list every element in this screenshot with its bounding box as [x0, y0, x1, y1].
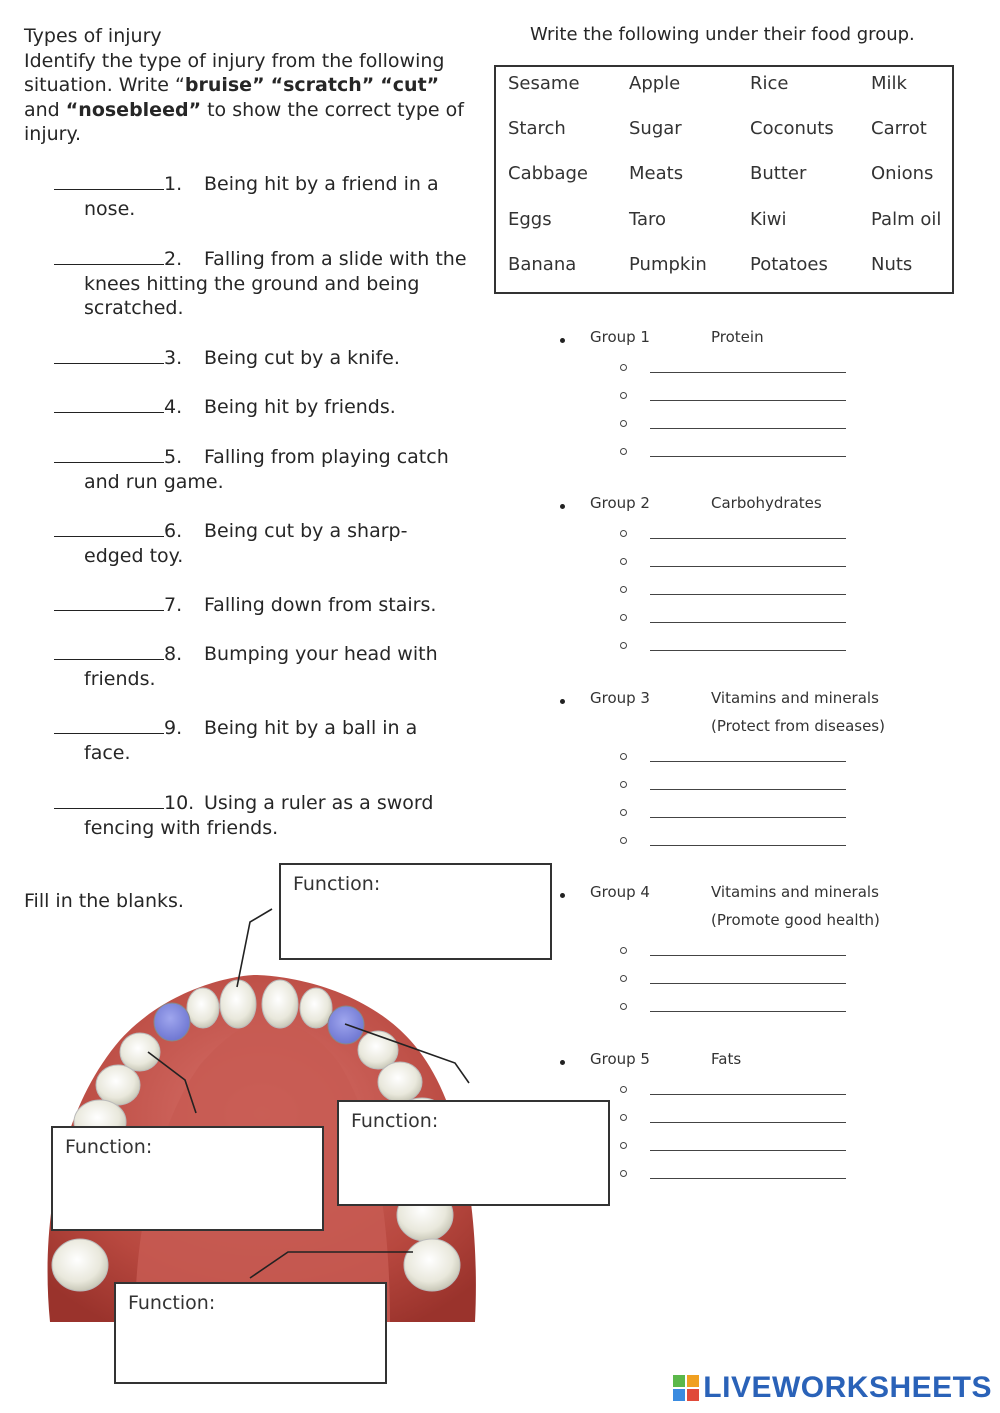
food-word[interactable]: Milk — [871, 73, 907, 94]
food-word[interactable]: Kiwi — [750, 209, 787, 230]
food-word[interactable]: Cabbage — [508, 163, 588, 184]
keyword-nosebleed: nosebleed — [78, 98, 189, 121]
question-text: Using a ruler as a sword — [204, 792, 434, 814]
liveworksheets-logo — [673, 1371, 992, 1405]
group-description-note: (Promote good health) — [711, 911, 880, 929]
food-word[interactable]: Taro — [629, 209, 667, 230]
food-word[interactable]: Rice — [750, 73, 789, 94]
function-label: Function: — [128, 1292, 216, 1314]
food-word[interactable]: Eggs — [508, 209, 552, 230]
food-word[interactable]: Pumpkin — [629, 254, 707, 275]
leader-line-incisor — [237, 909, 272, 987]
group-label: Group 5 — [590, 1050, 650, 1068]
question-number: 8. — [164, 643, 183, 665]
function-box-incisor[interactable] — [279, 863, 552, 960]
question-text-cont: and run game. — [84, 470, 224, 493]
group-description: Carbohydrates — [711, 494, 822, 512]
food-word[interactable]: Sugar — [629, 118, 682, 139]
question-number: 1. — [164, 173, 183, 195]
food-word[interactable]: Sesame — [508, 73, 580, 94]
question-text-cont: friends. — [84, 667, 156, 690]
food-word[interactable]: Coconuts — [750, 118, 834, 139]
question-number: 4. — [164, 396, 183, 418]
question-number: 10. — [164, 792, 195, 814]
food-word[interactable]: Nuts — [871, 254, 913, 275]
question-text: Being cut by a sharp- — [204, 520, 408, 542]
injury-instruction-text: Identify the type of injury from the following situation. Write “bruise” “scratch” “cut” and “nosebleed” to show the correct type of injury. — [24, 49, 464, 145]
group-label: Group 2 — [590, 494, 650, 512]
food-word[interactable]: Banana — [508, 254, 577, 275]
food-word[interactable]: Potatoes — [750, 254, 828, 275]
keyword-scratch: scratch — [283, 74, 362, 96]
group-label: Group 1 — [590, 328, 650, 346]
food-word[interactable]: Palm oil — [871, 209, 942, 230]
question-text: Being cut by a knife. — [204, 347, 400, 369]
group-label: Group 4 — [590, 883, 650, 901]
question-text: Falling from a slide with the — [204, 248, 467, 270]
group-description: Fats — [711, 1050, 742, 1068]
group-description: Vitamins and minerals — [711, 689, 879, 707]
injury-heading: Types of injury — [24, 25, 162, 47]
function-label: Function: — [65, 1136, 153, 1158]
function-box-molar[interactable] — [114, 1282, 387, 1384]
group-description: Protein — [711, 328, 764, 346]
question-text-cont: fencing with friends. — [84, 816, 279, 839]
logo-grid-icon — [673, 1375, 699, 1401]
brand-name: LIVEWORKSHEETS — [703, 1371, 992, 1404]
leader-line-premolar — [148, 1052, 196, 1113]
group-label: Group 3 — [590, 689, 650, 707]
food-word[interactable]: Butter — [750, 163, 807, 184]
leader-line-canine — [345, 1024, 469, 1083]
food-word[interactable]: Apple — [629, 73, 681, 94]
question-text: Being hit by friends. — [204, 396, 396, 418]
question-number: 5. — [164, 446, 183, 468]
function-label: Function: — [351, 1110, 439, 1132]
question-text-cont: edged toy. — [84, 544, 184, 567]
food-word[interactable]: Onions — [871, 163, 934, 184]
food-word[interactable]: Starch — [508, 118, 566, 139]
leader-line-molar — [250, 1252, 413, 1278]
question-text-cont: knees hitting the ground and being scratched. — [84, 272, 420, 319]
question-text: Bumping your head with — [204, 643, 438, 665]
question-number: 9. — [164, 717, 183, 739]
question-number: 7. — [164, 594, 183, 616]
function-label: Function: — [293, 873, 381, 895]
function-box-canine[interactable] — [337, 1100, 610, 1206]
question-text-cont: face. — [84, 741, 131, 764]
food-instruction: Write the following under their food group. — [530, 24, 915, 45]
question-number: 3. — [164, 347, 183, 369]
keyword-cut: cut — [392, 74, 427, 96]
question-text: Being hit by a friend in a — [204, 173, 439, 195]
question-text-cont: nose. — [84, 197, 136, 220]
group-description-note: (Protect from diseases) — [711, 717, 885, 735]
question-text: Falling down from stairs. — [204, 594, 437, 616]
group-description: Vitamins and minerals — [711, 883, 879, 901]
fill-blanks-instruction: Fill in the blanks. — [24, 890, 184, 912]
food-word[interactable]: Meats — [629, 163, 684, 184]
question-text: Falling from playing catch — [204, 446, 449, 468]
question-number: 6. — [164, 520, 183, 542]
question-number: 2. — [164, 248, 183, 270]
function-box-premolar[interactable] — [51, 1126, 324, 1231]
question-text: Being hit by a ball in a — [204, 717, 418, 739]
keyword-bruise: bruise — [184, 74, 253, 96]
food-word[interactable]: Carrot — [871, 118, 927, 139]
